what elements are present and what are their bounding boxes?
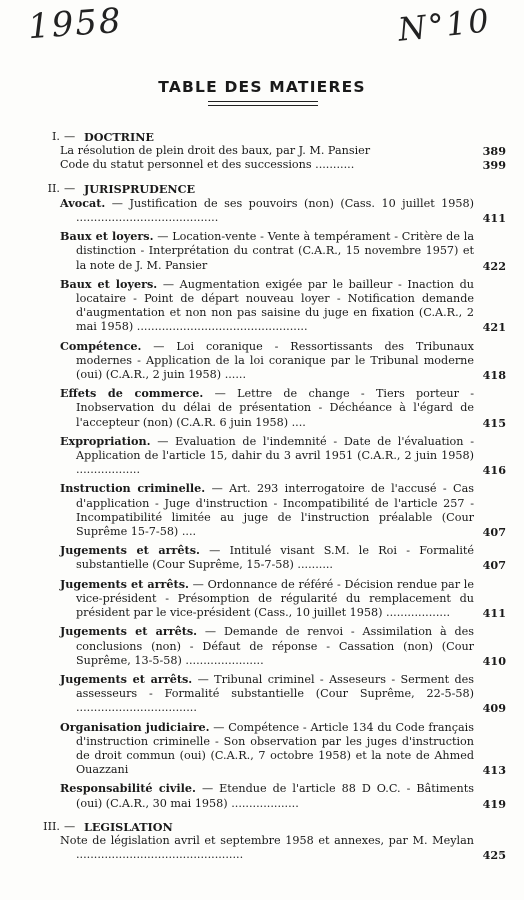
toc-entry[interactable] [60,158,506,172]
entry-body: — Lettre de change - Tiers porteur - Inobservation du délai de présentation - Déchéance à l'égard de l'accepteur (non) (C.A.R. 6 juin 1958) .... [76,387,474,429]
entry-page: 411 [482,606,506,621]
toc-entry[interactable] [60,624,506,668]
entry-body: — Augmentation exigée par le bailleur - Inaction du locataire - Point de départ nouveau loyer - Notification demande d'augmentation et non non pas saisine du juge en fixation (C.A.R., 2 mai 1958) ................................................ [76,277,474,334]
entry-text [60,720,474,778]
section-dash: — [64,819,76,833]
entry-page: 425 [482,848,506,863]
table-of-contents [22,130,506,871]
entry-text [60,196,474,225]
section-doctrine [22,130,506,173]
entry-body: — Loi coranique - Ressortissants des Tribunaux modernes - Application de la loi coranique par le Tribunal moderne (oui) (C.A.R., 2 juin 1958) ...... [76,339,474,382]
toc-entry[interactable] [60,672,506,716]
entry-heading: Jugements et arrêts. [60,543,200,558]
entry-body: — Intitulé visant S.M. le Roi - Formalité substantielle (Cour Suprême, 15-7-58) .......... [76,544,475,572]
toc-entry[interactable] [60,144,506,158]
toc-entry[interactable] [60,196,506,225]
entry-body: — Art. 293 interrogatoire de l'accusé - Cas d'application - Juge d'instruction - Incompatibilité de l'article 257 - Incompatibilité limitée au juge de l'instruction préalable (Cour Suprême 15-7-58) .... [76,482,474,539]
entry-heading: Organisation judiciaire. [60,719,210,734]
entry-page: 411 [482,211,506,226]
entry-text: La résolution de plein droit des baux, par J. M. Pansier [60,144,371,158]
entry-heading: Effets de commerce. [60,386,204,401]
section-heading [22,130,506,144]
entry-text: Note de législation avril et septembre 1958 et annexes, par M. Meylan ............................................... [60,833,474,862]
entry-page: 416 [482,463,506,478]
toc-entry[interactable] [60,781,506,810]
entry-body: — Location-vente - Vente à tempérament - Critère de la distinction - Interprétation du contrat (C.A.R., 15 novembre 1957) et la note de J. M. Pansier [76,230,474,272]
section-number: III. [43,819,60,833]
entry-heading: Responsabilité civile. [60,781,196,796]
toc-entry[interactable] [60,834,506,862]
entry-page: 419 [482,796,506,811]
title-rule-lower [208,105,318,106]
entry-page: 407 [482,525,506,540]
entry-text [60,386,474,430]
entry-body: — Justification de ses pouvoirs (non) (Cass. 10 juillet 1958) ........................................ [76,196,474,225]
entry-text [60,624,474,668]
entry-text [60,672,474,716]
entry-body: — Etendue de l'article 88 D O.C. - Bâtiments (oui) (C.A.R., 30 mai 1958) ................... [76,782,474,810]
entry-body: — Compétence - Article 134 du Code français d'instruction criminelle - Son observation par les juges d'instruction de droit commun (oui) (C.A.R., 7 octobre 1958) et la note de Ahmed Ouazzani [76,720,474,777]
entry-heading: Compétence. [60,338,142,353]
section-label: JURISPRUDENCE [84,181,196,196]
entry-page: 410 [482,653,506,668]
entry-heading: Expropriation. [60,433,151,448]
entry-page: 418 [482,368,506,383]
section-legislation [22,820,506,863]
entry-text [60,481,474,539]
section-dash: — [64,181,76,195]
toc-entry[interactable] [60,720,506,778]
entry-body: — Evaluation de l'indemnité - Date de l'évaluation - Application de l'article 15, dahir du 3 avril 1951 (C.A.R., 2 juin 1958) .................. [76,434,474,477]
entry-heading: Jugements et arrêts. [60,576,189,591]
toc-entry[interactable] [60,277,506,335]
section-number: II. [47,181,60,195]
entry-text [60,277,474,335]
section-jurisprudence [22,182,506,811]
entry-page: 399 [482,158,506,173]
entry-body: — Tribunal criminel - Asseseurs - Serment des assesseurs - Formalité substantielle (Cour Suprême, 22-5-58) .................................. [76,672,474,715]
entry-page: 421 [482,320,506,335]
entry-heading: Avocat. [60,195,106,210]
section-dash: — [64,130,76,143]
section-heading [22,820,506,834]
entry-text [60,229,474,273]
toc-entry[interactable] [60,577,506,621]
entry-page: 415 [482,415,506,430]
section-label: LEGISLATION [84,819,173,834]
section-heading [22,182,506,196]
entry-heading: Baux et loyers. [60,229,154,244]
title-rule [208,101,318,102]
section-label: DOCTRINE [84,130,154,144]
entry-page: 389 [482,144,506,159]
entry-heading: Jugements et arrêts. [60,624,198,639]
entry-text [60,339,474,383]
entry-page: 407 [482,558,506,573]
entry-text [60,543,474,572]
handwritten-year: 1958 [26,0,124,48]
entry-text [60,434,474,478]
entry-heading: Jugements et arrêts. [60,671,193,686]
handwritten-number: N°10 [396,1,493,49]
entry-text [60,781,474,810]
entry-heading: Baux et loyers. [60,276,158,291]
entry-body: — Ordonnance de référé - Décision rendue par le vice-président - Présomption de régularité du remplacement du président par le vice-président (Cass., 10 juillet 1958) .................. [76,577,475,620]
toc-entry[interactable] [60,339,506,383]
toc-entry[interactable] [60,229,506,273]
entry-text: Code du statut personnel et des successions ........... [60,158,355,172]
toc-entry[interactable] [60,386,506,430]
entry-page: 409 [482,701,506,716]
entry-page: 422 [482,258,506,273]
entry-body: — Demande de renvoi - Assimilation à des conclusions (non) - Défaut de réponse - Cassation (non) (Cour Suprême, 13-5-58) ...................... [76,625,475,667]
toc-entry[interactable] [60,481,506,539]
entry-heading: Instruction criminelle. [60,481,206,496]
section-number: I. [52,130,60,143]
entry-text [60,577,474,621]
toc-entry[interactable] [60,543,506,572]
page-title: TABLE DES MATIERES [158,78,366,96]
entry-page: 413 [482,763,506,778]
toc-entry[interactable] [60,434,506,478]
